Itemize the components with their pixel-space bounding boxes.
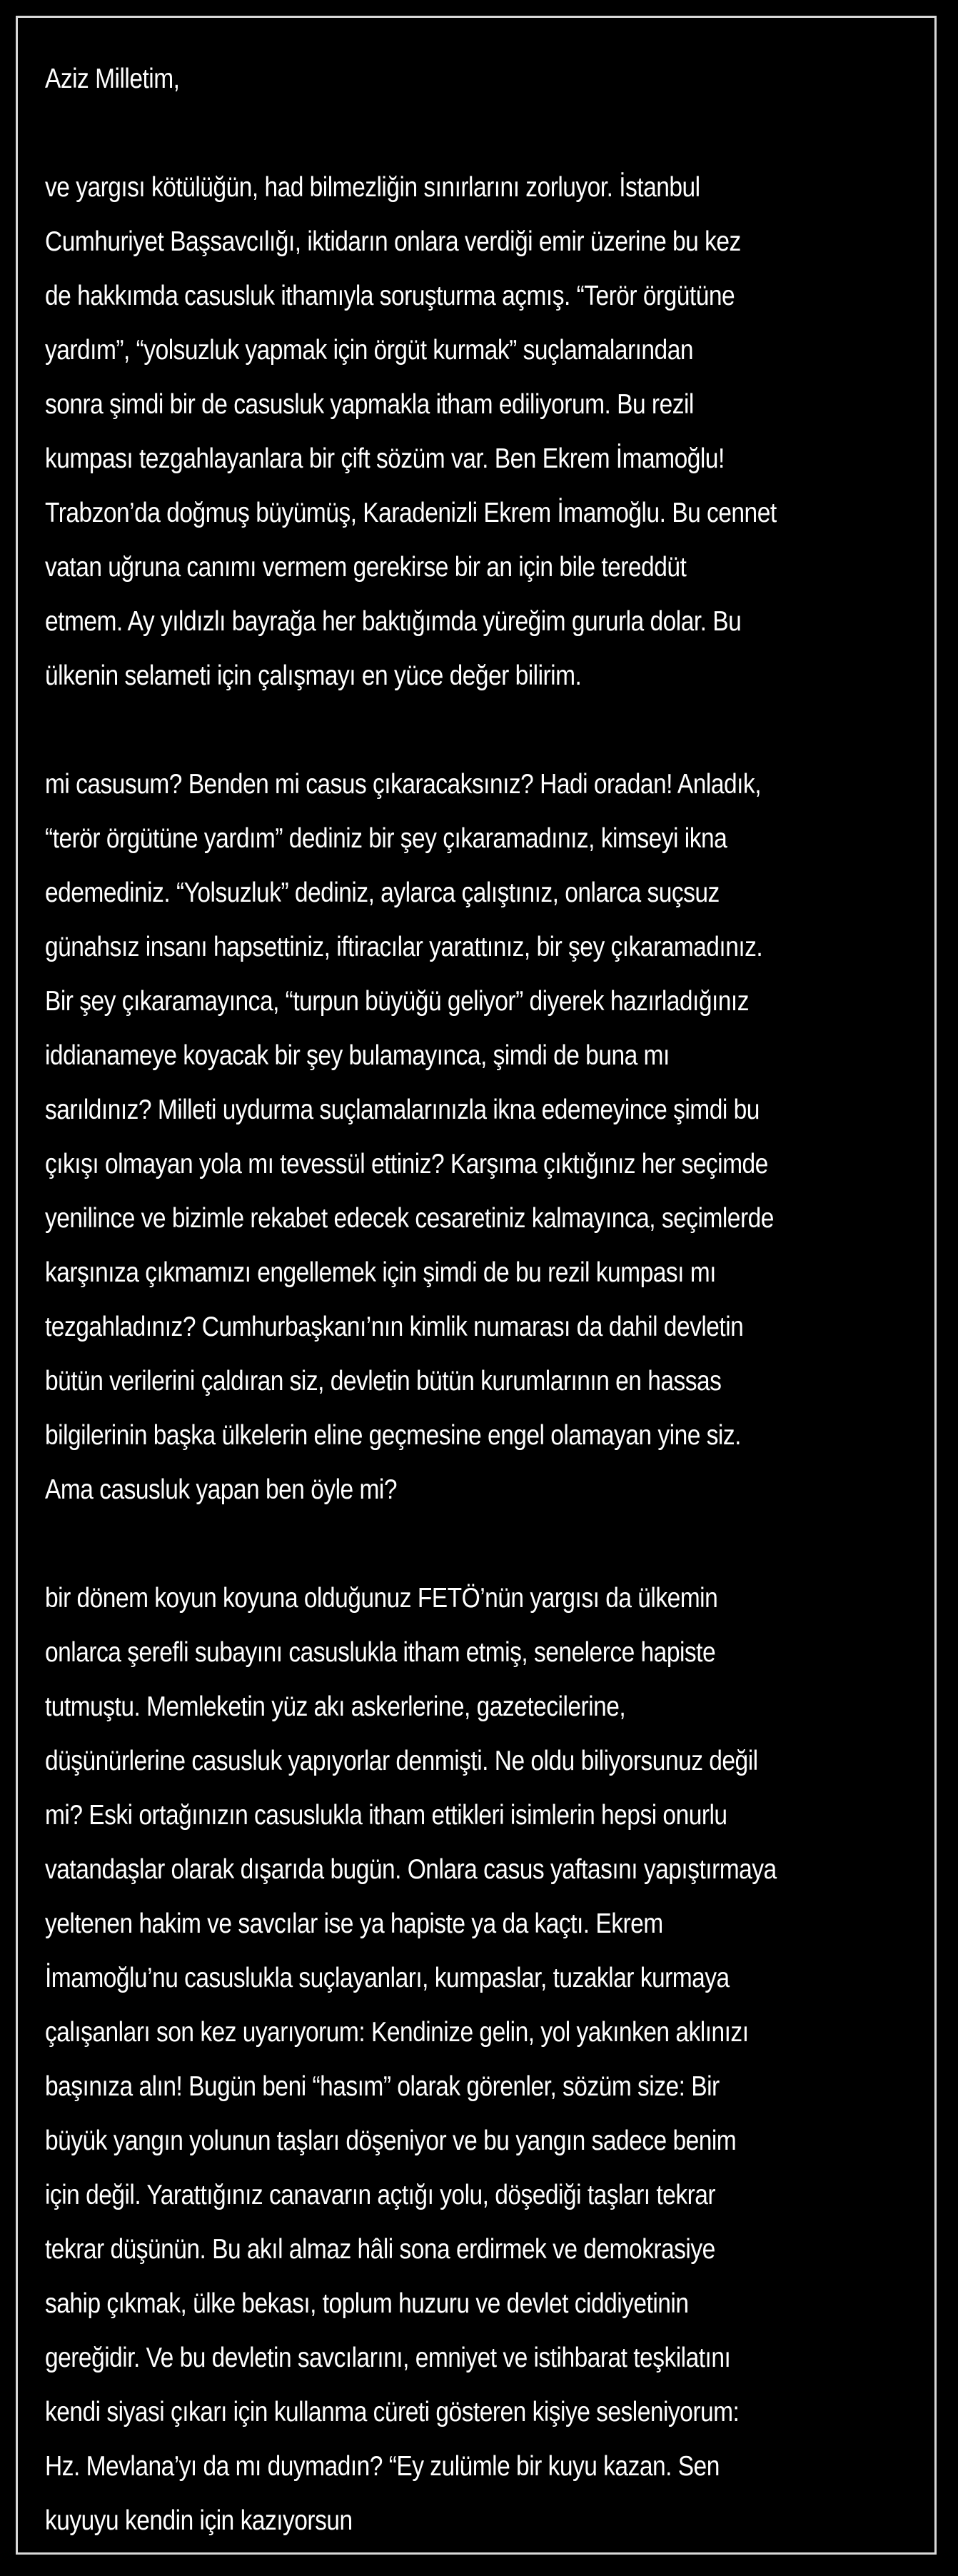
text-line: tutmuştu. Memleketin yüz akı askerlerine, gazetecilerine, xyxy=(45,1691,626,1722)
text-line: sonra şimdi bir de casusluk yapmakla itham ediliyorum. Bu rezil xyxy=(45,389,694,420)
text-line: karşınıza çıkmamızı engellemek için şimdi de bu rezil kumpası mı xyxy=(45,1257,716,1288)
text-line: tekrar düşünün. Bu akıl almaz hâli sona erdirmek ve demokrasiye xyxy=(45,2234,715,2265)
text-line: bütün verilerini çaldıran siz, devletin bütün kurumlarının en hassas xyxy=(45,1366,722,1397)
text-line: yeltenen hakim ve savcılar ise ya hapiste ya da kaçtı. Ekrem xyxy=(45,1908,663,1939)
text-line: kendi siyasi çıkarı için kullanma cüreti gösteren kişiye sesleniyorum: xyxy=(45,2397,740,2427)
paragraph-1 xyxy=(45,161,923,703)
text-line: Trabzon’da doğmuş büyümüş, Karadenizli Ekrem İmamoğlu. Bu cennet xyxy=(45,498,777,528)
text-line: de hakkımda casusluk ithamıyla soruşturma açmış. “Terör örgütüne xyxy=(45,281,735,311)
text-line: sarıldınız? Milleti uydurma suçlamalarınızla ikna edemeyince şimdi bu xyxy=(45,1095,760,1125)
text-line: kumpası tezgahlayanlara bir çift sözüm var. Ben Ekrem İmamoğlu! xyxy=(45,443,725,474)
text-line: sahip çıkmak, ülke bekası, toplum huzuru ve devlet ciddiyetinin xyxy=(45,2288,689,2319)
text-line: vatandaşlar olarak dışarıda bugün. Onlara casus yaftasını yapıştırmaya xyxy=(45,1854,777,1885)
text-line: mi casusum? Benden mi casus çıkaracaksınız? Hadi oradan! Anladık, xyxy=(45,769,762,800)
text-line: iddianameye koyacak bir şey bulamayınca, şimdi de buna mı xyxy=(45,1040,670,1071)
text-line: Bir şey çıkaramayınca, “turpun büyüğü geliyor” diyerek hazırladığınız xyxy=(45,986,749,1017)
text-line: “terör örgütüne yardım” dediniz bir şey çıkaramadınız, kimseyi ikna xyxy=(45,823,727,854)
letter-frame xyxy=(16,16,937,2555)
text-line: onlarca şerefli subayını casuslukla itham etmiş, senelerce hapiste xyxy=(45,1637,716,1668)
text-line: gereğidir. Ve bu devletin savcılarını, emniyet ve istihbarat teşkilatını xyxy=(45,2343,731,2373)
text-line: için değil. Yarattığınız canavarın açtığı yolu, döşediği taşları tekrar xyxy=(45,2180,716,2210)
text-line: ülkenin selameti için çalışmayı en yüce değer bilirim. xyxy=(45,660,582,691)
text-line: başınıza alın! Bugün beni “hasım” olarak görenler, sözüm size: Bir xyxy=(45,2071,720,2102)
text-line: tezgahladınız? Cumhurbaşkanı’nın kimlik numarası da dahil devletin xyxy=(45,1312,744,1342)
paragraph-2 xyxy=(45,758,923,1517)
letter-salutation: Aziz Milletim, xyxy=(45,64,180,94)
text-line: bir dönem koyun koyuna olduğunuz FETÖ’nün yargısı da ülkemin xyxy=(45,1583,718,1614)
text-line: İmamoğlu’nu casuslukla suçlayanları, kumpaslar, tuzaklar kurmaya xyxy=(45,1963,730,1993)
letter-content xyxy=(45,52,923,2548)
text-line: çıkışı olmayan yola mı tevessül ettiniz? Karşıma çıktığınız her seçimde xyxy=(45,1149,768,1179)
paragraph-3 xyxy=(45,1571,923,2548)
text-line: kuyuyu kendin için kazıyorsun xyxy=(45,2505,353,2536)
text-line: Cumhuriyet Başsavcılığı, iktidarın onlara verdiği emir üzerine bu kez xyxy=(45,226,741,257)
text-line: etmem. Ay yıldızlı bayrağa her baktığımda yüreğim gururla dolar. Bu xyxy=(45,606,742,637)
text-line: vatan uğruna canımı vermem gerekirse bir an için bile tereddüt xyxy=(45,552,687,583)
text-line: mi? Eski ortağınızın casuslukla itham ettikleri isimlerin hepsi onurlu xyxy=(45,1800,727,1831)
text-line: bilgilerinin başka ülkelerin eline geçmesine engel olamayan yine siz. xyxy=(45,1420,741,1451)
text-line: Hz. Mevlana’yı da mı duymadın? “Ey zulümle bir kuyu kazan. Sen xyxy=(45,2451,720,2482)
text-line: edemediniz. “Yolsuzluk” dediniz, aylarca çalıştınız, onlarca suçsuz xyxy=(45,877,720,908)
text-line: yardım”, “yolsuzluk yapmak için örgüt kurmak” suçlamalarından xyxy=(45,335,693,366)
text-line: yenilince ve bizimle rekabet edecek cesaretiniz kalmayınca, seçimlerde xyxy=(45,1203,774,1234)
text-line: ve yargısı kötülüğün, had bilmezliğin sınırlarını zorluyor. İstanbul xyxy=(45,172,700,203)
text-line: Ama casusluk yapan ben öyle mi? xyxy=(45,1474,397,1505)
text-line: çalışanları son kez uyarıyorum: Kendinize gelin, yol yakınken aklınızı xyxy=(45,2017,749,2048)
text-line: günahsız insanı hapsettiniz, iftiracılar yarattınız, bir şey çıkaramadınız. xyxy=(45,932,763,962)
text-line: büyük yangın yolunun taşları döşeniyor ve bu yangın sadece benim xyxy=(45,2125,737,2156)
text-line: düşünürlerine casusluk yapıyorlar denmişti. Ne oldu biliyorsunuz değil xyxy=(45,1746,758,1776)
